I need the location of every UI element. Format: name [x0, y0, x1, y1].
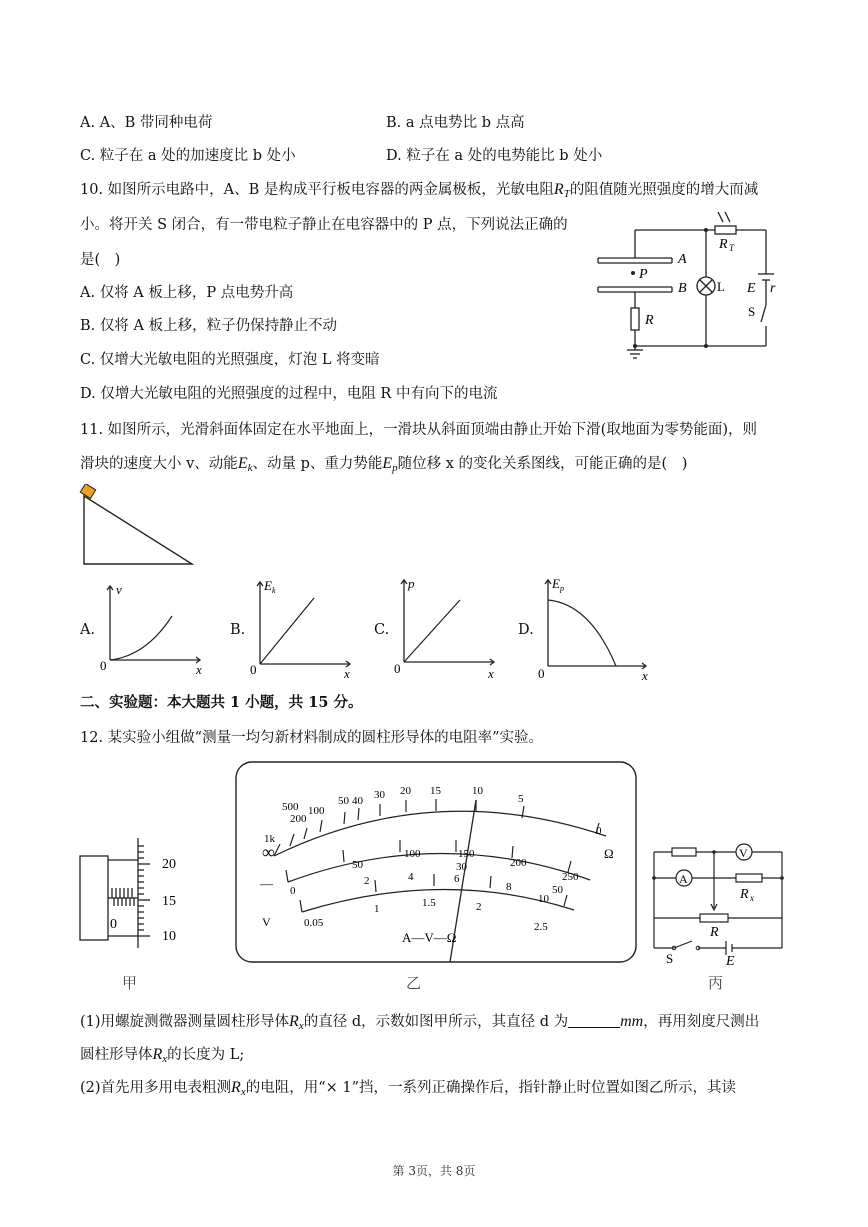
- meter-ohm-500: 500: [282, 801, 299, 813]
- q12-rx-sub-3: x: [240, 1086, 246, 1098]
- micrometer-tick-15: 15: [162, 894, 176, 909]
- meter-dc-100: 100: [404, 848, 421, 860]
- q12-part1a: (1)用螺旋测微器测量圆柱形导体: [80, 1014, 290, 1030]
- q12-rx-sub-1: x: [298, 1020, 304, 1032]
- meter-dc-200: 200: [510, 857, 527, 869]
- meter-avo-label: A—V—Ω: [402, 930, 457, 945]
- meter-dc-50: 50: [352, 859, 363, 871]
- q12-answer-blank[interactable]: [568, 1013, 620, 1028]
- meter-ac-25: 2.5: [534, 921, 548, 933]
- q11-graph-c-xlabel: x: [488, 666, 494, 680]
- q10-rt-symbol: R: [553, 181, 564, 198]
- meter-ohm-5: 5: [518, 793, 524, 805]
- q12-caption-jia: 甲: [122, 974, 138, 992]
- q12-part1e: 的长度为 L;: [167, 1047, 245, 1063]
- q11-graph-a-label: A.: [80, 622, 96, 638]
- q12-part1b: 的直径 d，示数如图甲所示，其直径 d 为: [303, 1014, 569, 1030]
- q10-option-a: A. 仅将 A 板上移，P 点电势升高: [80, 285, 294, 301]
- q12-circuit-figure: [648, 838, 788, 968]
- q10-option-c: C. 仅增大光敏电阻的光照强度，灯泡 L 将变暗: [80, 352, 380, 368]
- meter-ohm-50: 50: [338, 795, 349, 807]
- micrometer-tick-10: 10: [162, 929, 176, 944]
- q12-caption-bing: 丙: [708, 974, 724, 992]
- q11-ep-symbol: E: [382, 455, 393, 472]
- meter-dc-0: 0: [290, 885, 296, 897]
- q11-graph-a-ylabel: v: [116, 582, 122, 597]
- q11-stem2b: 、动量 p、重力势能: [252, 456, 383, 472]
- q11-graph-d-origin: 0: [538, 666, 545, 680]
- meter-ac-1: 1: [374, 903, 380, 915]
- q11-stem-line2: [80, 454, 687, 478]
- meter-ac-symbol: V: [262, 915, 271, 929]
- q10-stem-line1: [80, 180, 758, 204]
- q12-rx-sub-2: x: [162, 1053, 168, 1065]
- meter-ac-2: 2: [476, 901, 482, 913]
- meter-ohm-30: 30: [374, 789, 385, 801]
- q12-part1d: 圆柱形导体: [80, 1047, 153, 1063]
- meter-ohm-40: 40: [352, 795, 363, 807]
- meter-dc-symbol: —: [260, 876, 273, 891]
- q12-part1c: ，再用刻度尺测出: [643, 1014, 760, 1030]
- meter-ac-005: 0.05: [304, 917, 324, 929]
- meter-dc3-6: 6: [454, 873, 460, 885]
- meter-dc3-4: 4: [408, 871, 414, 883]
- meter-dc3-10: 10: [538, 893, 549, 905]
- q11-graph-b: [246, 574, 356, 680]
- q10-stem1b-text: 的阻值随光照强度的增大而减: [569, 182, 759, 198]
- q10-option-b: B. 仅将 A 板上移，粒子仍保持静止不动: [80, 318, 338, 334]
- q10-stem-line2: 小。将开关 S 闭合，有一带电粒子静止在电容器中的 P 点，下列说法正确的: [80, 217, 568, 233]
- q11-graph-b-origin: 0: [250, 662, 257, 677]
- q12-part2a: (2)首先用多用电表粗测: [80, 1080, 232, 1096]
- section-2-heading: 二、实验题：本大题共 1 小题，共 15 分。: [80, 694, 363, 711]
- q11-graph-d: [534, 572, 654, 680]
- meter-ohm-0: 0: [596, 825, 602, 837]
- circuit-rx-sub: x: [750, 893, 754, 903]
- q10-fig-label-s: S: [748, 304, 756, 319]
- q11-stem2c: 随位移 x 的变化关系图线，可能正确的是( ): [397, 456, 688, 472]
- q10-fig-label-a: A: [678, 252, 687, 267]
- q10-circuit-diagram: [590, 210, 780, 370]
- q11-graph-b-ysub: k: [272, 586, 276, 595]
- q11-ek-sub: k: [247, 462, 253, 474]
- q12-part2b: 的电阻，用“× 1”挡，一系列正确操作后，指针静止时位置如图乙所示，其读: [245, 1080, 737, 1096]
- meter-infinity: ∞: [262, 842, 275, 862]
- q11-ek-symbol: E: [237, 455, 248, 472]
- q12-part1-line1: [80, 1012, 759, 1036]
- circuit-rx-label: R: [740, 887, 749, 902]
- q10-option-d: D. 仅增大光敏电阻的光照强度的过程中，电阻 R 中有向下的电流: [80, 386, 498, 402]
- q9-option-b: B. a 点电势比 b 点高: [386, 115, 525, 131]
- q12-multimeter-figure: [234, 760, 638, 966]
- page-footer: 第 3页，共 8页: [392, 1164, 476, 1178]
- q10-stem-line3: 是( ): [80, 252, 121, 268]
- circuit-ammeter-label: A: [679, 872, 688, 886]
- circuit-s-label: S: [666, 951, 674, 966]
- meter-dc-150: 150: [458, 848, 475, 860]
- q11-graph-c-origin: 0: [394, 661, 401, 676]
- micrometer-zero: 0: [110, 917, 117, 932]
- meter-ohm-100: 100: [308, 805, 325, 817]
- meter-ohm-10: 10: [472, 785, 483, 797]
- q10-fig-label-l: L: [717, 279, 725, 294]
- q10-fig-label-rt-sub: T: [729, 243, 735, 253]
- q10-fig-label-r-internal: r: [770, 281, 776, 296]
- meter-ohm-15: 15: [430, 785, 441, 797]
- q11-graph-b-label: B.: [230, 622, 246, 638]
- q10-rt-sub: T: [563, 188, 570, 200]
- q10-stem1-text: 10. 如图所示电路中，A、B 是构成平行板电容器的两金属极板，光敏电阻: [80, 182, 554, 198]
- q11-incline-figure: [78, 484, 198, 566]
- q11-graph-b-ylabel: E: [264, 578, 272, 593]
- q10-fig-label-r: R: [645, 313, 654, 328]
- q12-part1-line2: [80, 1045, 244, 1069]
- circuit-r-label: R: [710, 925, 719, 940]
- q9-option-a: A. A、B 带同种电荷: [80, 115, 213, 131]
- q12-unit-mm: mm: [620, 1013, 644, 1030]
- meter-ohm-20: 20: [400, 785, 411, 797]
- meter-ohm-200: 200: [290, 813, 307, 825]
- q10-fig-label-e: E: [747, 281, 756, 296]
- q11-graph-c-ylabel: p: [408, 576, 415, 591]
- circuit-voltmeter-label: V: [739, 846, 748, 860]
- q11-graph-a: [96, 580, 206, 680]
- circuit-e-label: E: [726, 954, 735, 968]
- q11-stem2a: 滑块的速度大小 v、动能: [80, 456, 238, 472]
- q11-ep-sub: p: [392, 462, 398, 474]
- q9-option-c: C. 粒子在 a 处的加速度比 b 处小: [80, 148, 296, 164]
- q12-rx-symbol-2: R: [152, 1046, 163, 1063]
- meter-dc3-8: 8: [506, 881, 512, 893]
- q11-graph-d-label: D.: [518, 622, 534, 638]
- q12-rx-symbol-1: R: [289, 1013, 299, 1030]
- meter-ac-15: 1.5: [422, 897, 436, 909]
- q12-part2-line1: [80, 1078, 736, 1102]
- q11-graph-a-xlabel: x: [196, 662, 202, 677]
- q11-graph-c: [390, 574, 500, 680]
- q12-stem: 12. 某实验小组做“测量一均匀新材料制成的圆柱形导体的电阻率”实验。: [80, 730, 543, 746]
- meter-dc3-2: 2: [364, 875, 370, 887]
- micrometer-tick-20: 20: [162, 857, 176, 872]
- q10-fig-label-rt: R: [719, 237, 728, 252]
- meter-ohm-1k: 1k: [264, 833, 275, 845]
- q12-caption-yi: 乙: [406, 974, 422, 992]
- q9-option-d: D. 粒子在 a 处的电势能比 b 处小: [386, 148, 603, 164]
- q11-graph-b-xlabel: x: [344, 666, 350, 680]
- meter-dc2-30: 30: [456, 861, 467, 873]
- q11-graph-d-ylabel: E: [552, 576, 560, 591]
- meter-ohm-unit: Ω: [604, 846, 614, 861]
- q10-fig-label-b: B: [678, 281, 687, 296]
- meter-dc2-50: 50: [552, 884, 563, 896]
- q11-graph-d-ysub: p: [560, 584, 564, 593]
- q11-graph-c-label: C.: [374, 622, 390, 638]
- q12-micrometer-figure: [78, 832, 198, 952]
- q11-graph-a-origin: 0: [100, 658, 107, 673]
- q11-graph-d-xlabel: x: [642, 668, 648, 680]
- meter-dc-250: 250: [562, 871, 579, 883]
- q12-rx-symbol-3: R: [231, 1079, 241, 1096]
- q11-stem-line1: 11. 如图所示，光滑斜面体固定在水平地面上，一滑块从斜面顶端由静止开始下滑(取地面为零势能面)，则: [80, 422, 757, 438]
- q10-fig-label-p: P: [639, 267, 648, 282]
